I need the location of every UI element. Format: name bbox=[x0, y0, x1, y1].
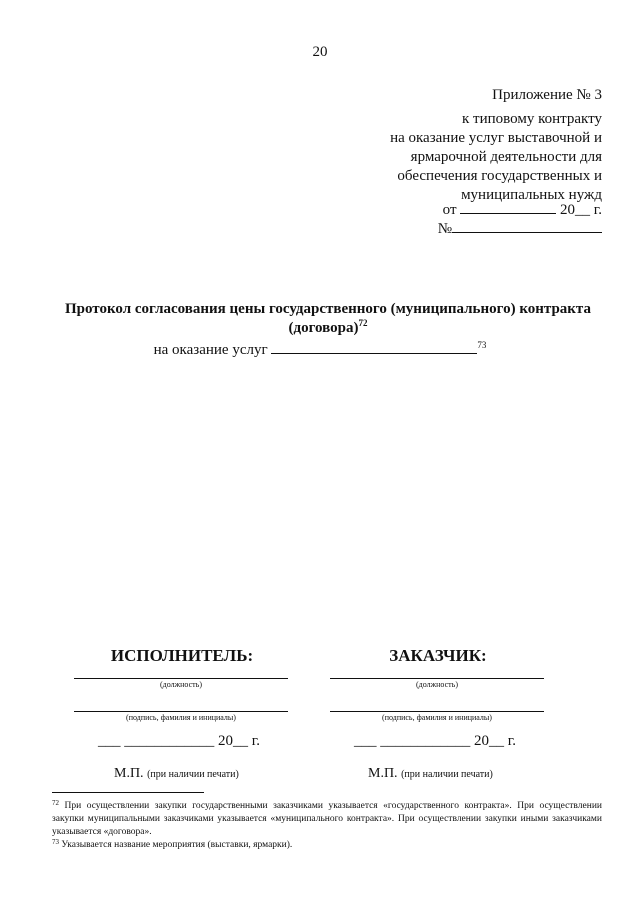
signature-line bbox=[330, 678, 544, 679]
position-caption: (должность) bbox=[160, 680, 202, 689]
appendix-line: на оказание услуг выставочной и bbox=[390, 130, 602, 146]
executor-heading: ИСПОЛНИТЕЛЬ: bbox=[110, 646, 254, 665]
footnote-mark: 72 bbox=[52, 799, 59, 807]
sign-date: ___ ____________ 20__ г. bbox=[354, 733, 516, 749]
footnote bbox=[52, 839, 602, 852]
number-prefix: № bbox=[437, 221, 452, 237]
footnote bbox=[52, 800, 602, 839]
appendix-title: Приложение № 3 bbox=[492, 87, 602, 103]
signature-line bbox=[330, 711, 544, 712]
signature-line bbox=[74, 711, 288, 712]
appendix-line: ярмарочной деятельности для bbox=[410, 149, 602, 165]
footnote-text: Указывается название мероприятия (выставки, ярмарки). bbox=[61, 840, 293, 850]
sign-date: ___ ____________ 20__ г. bbox=[98, 733, 260, 749]
number-blank bbox=[452, 218, 602, 233]
appendix-date-line bbox=[443, 199, 602, 220]
customer-heading: ЗАКАЗЧИК: bbox=[389, 646, 487, 665]
service-line bbox=[0, 339, 640, 359]
appendix-number-line bbox=[438, 218, 602, 239]
signature-caption: (подпись, фамилия и инициалы) bbox=[382, 713, 492, 722]
protocol-title bbox=[40, 300, 616, 339]
protocol-title-line2: (договора)$^{72}$ bbox=[288, 318, 368, 336]
footnote-ref: 73 bbox=[477, 340, 487, 350]
service-label: на оказание услуг bbox=[153, 342, 268, 358]
date-blank bbox=[460, 199, 556, 214]
footnote-text: При осуществлении закупки государственными заказчиками указывается «государственного контракта». При осуществлении закупки муниципальными заказчиками указывается «муниципального контракта». При осуществлении закупки иными заказчиками указывается «договора». bbox=[52, 801, 603, 837]
signature-caption: (подпись, фамилия и инициалы) bbox=[126, 713, 236, 722]
stamp-label: М.П. (при наличии печати) bbox=[368, 766, 493, 781]
footnote-ref: 72 bbox=[358, 318, 368, 328]
date-year: 20__ г. bbox=[560, 202, 602, 218]
stamp-label: М.П. (при наличии печати) bbox=[114, 766, 239, 781]
footnote-separator bbox=[52, 792, 204, 793]
page-number: 20 bbox=[312, 44, 328, 60]
appendix-line: муниципальных нужд bbox=[461, 187, 602, 203]
service-blank bbox=[271, 339, 477, 354]
appendix-line: к типовому контракту bbox=[462, 111, 602, 127]
position-caption: (должность) bbox=[416, 680, 458, 689]
appendix-line: обеспечения государственных и bbox=[397, 168, 602, 184]
signature-line bbox=[74, 678, 288, 679]
date-prefix: от bbox=[442, 202, 457, 218]
protocol-title-line1: Протокол согласования цены государственного (муниципального) контракта bbox=[64, 301, 591, 317]
footnote-mark: 73 bbox=[52, 838, 59, 846]
